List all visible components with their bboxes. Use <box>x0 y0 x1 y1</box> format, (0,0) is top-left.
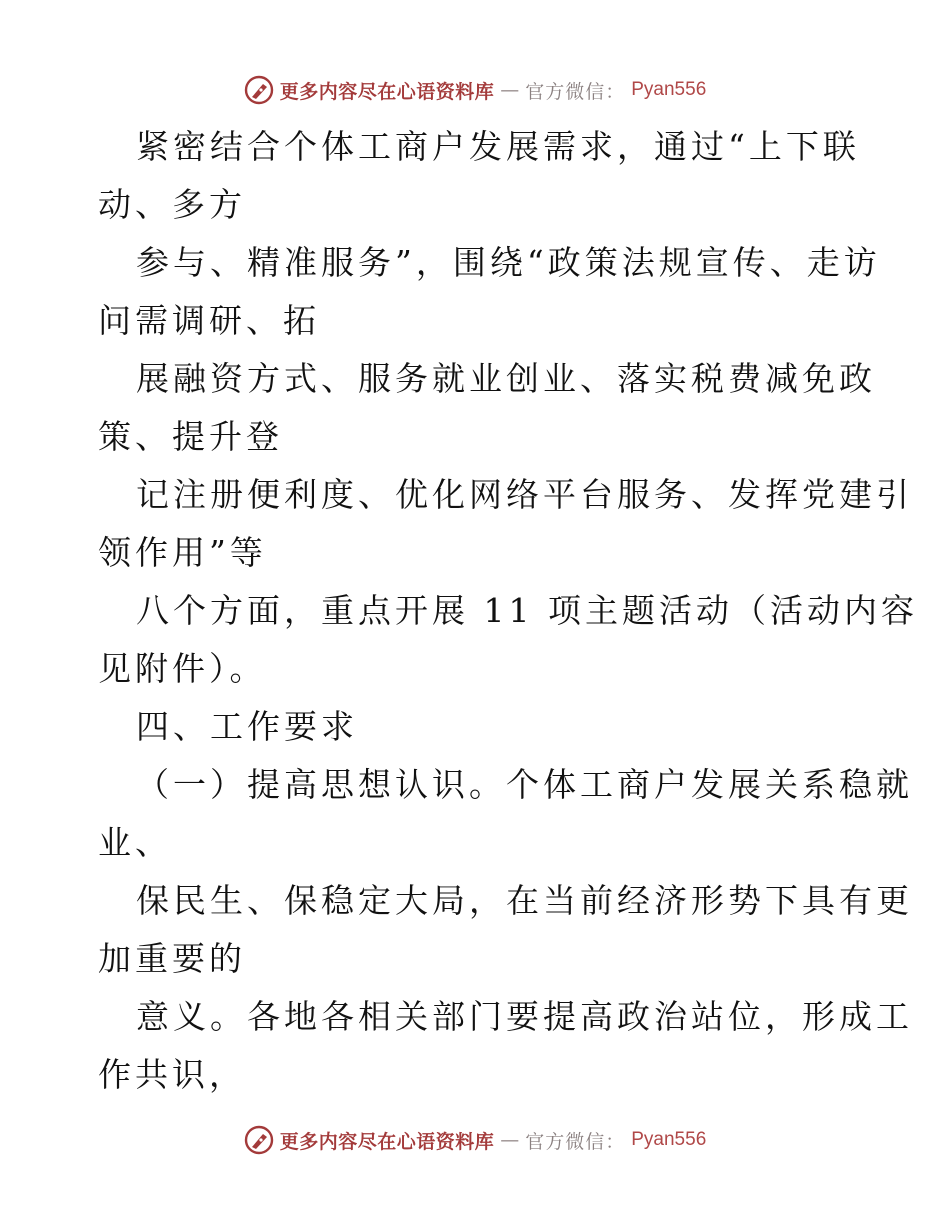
pen-nib-logo-icon <box>244 75 274 105</box>
footer-watermark <box>0 1120 950 1160</box>
body-line: 参与、精准服务”，围绕“政策法规宣传、走访 <box>136 243 881 282</box>
body-line: 见附件）。 <box>98 649 267 688</box>
watermark-official-label: 官方微信： <box>525 80 626 103</box>
body-line: 加重要的 <box>98 939 246 978</box>
watermark-brand: 更多内容尽在心语资料库 <box>279 1130 495 1153</box>
body-line: 保民生、保稳定大局，在当前经济形势下具有更 <box>136 881 913 920</box>
watermark-wechat-id: Pyan556 <box>631 79 707 100</box>
body-line: 紧密结合个体工商户发展需求，通过“上下联 <box>136 127 860 166</box>
watermark-official-label: 官方微信： <box>525 1130 626 1153</box>
body-line: 作共识， <box>98 1055 246 1094</box>
body-line: 策、提升登 <box>98 417 283 456</box>
pen-nib-logo-icon <box>244 1125 274 1155</box>
watermark-wechat-id: Pyan556 <box>631 1129 707 1150</box>
subsection-heading-line: （一）提高思想认识。个体工商户发展关系稳就 <box>136 765 913 804</box>
watermark-brand: 更多内容尽在心语资料库 <box>279 80 495 103</box>
watermark-separator: — <box>500 79 520 101</box>
section-heading: 四、工作要求 <box>136 707 358 746</box>
body-line: 记注册便利度、优化网络平台服务、发挥党建引 <box>136 475 913 514</box>
body-line: 业、 <box>98 823 172 862</box>
body-line: 领作用”等 <box>98 533 267 572</box>
body-line: 意义。各地各相关部门要提高政治站位，形成工 <box>136 997 913 1036</box>
body-line: 动、多方 <box>98 185 246 224</box>
document-body <box>98 118 918 1104</box>
header-watermark <box>0 70 950 110</box>
watermark-separator: — <box>500 1129 520 1151</box>
body-line: 八个方面，重点开展 11 项主题活动（活动内容 <box>136 591 918 630</box>
body-line: 问需调研、拓 <box>98 301 320 340</box>
body-line: 展融资方式、服务就业创业、落实税费减免政 <box>136 359 876 398</box>
